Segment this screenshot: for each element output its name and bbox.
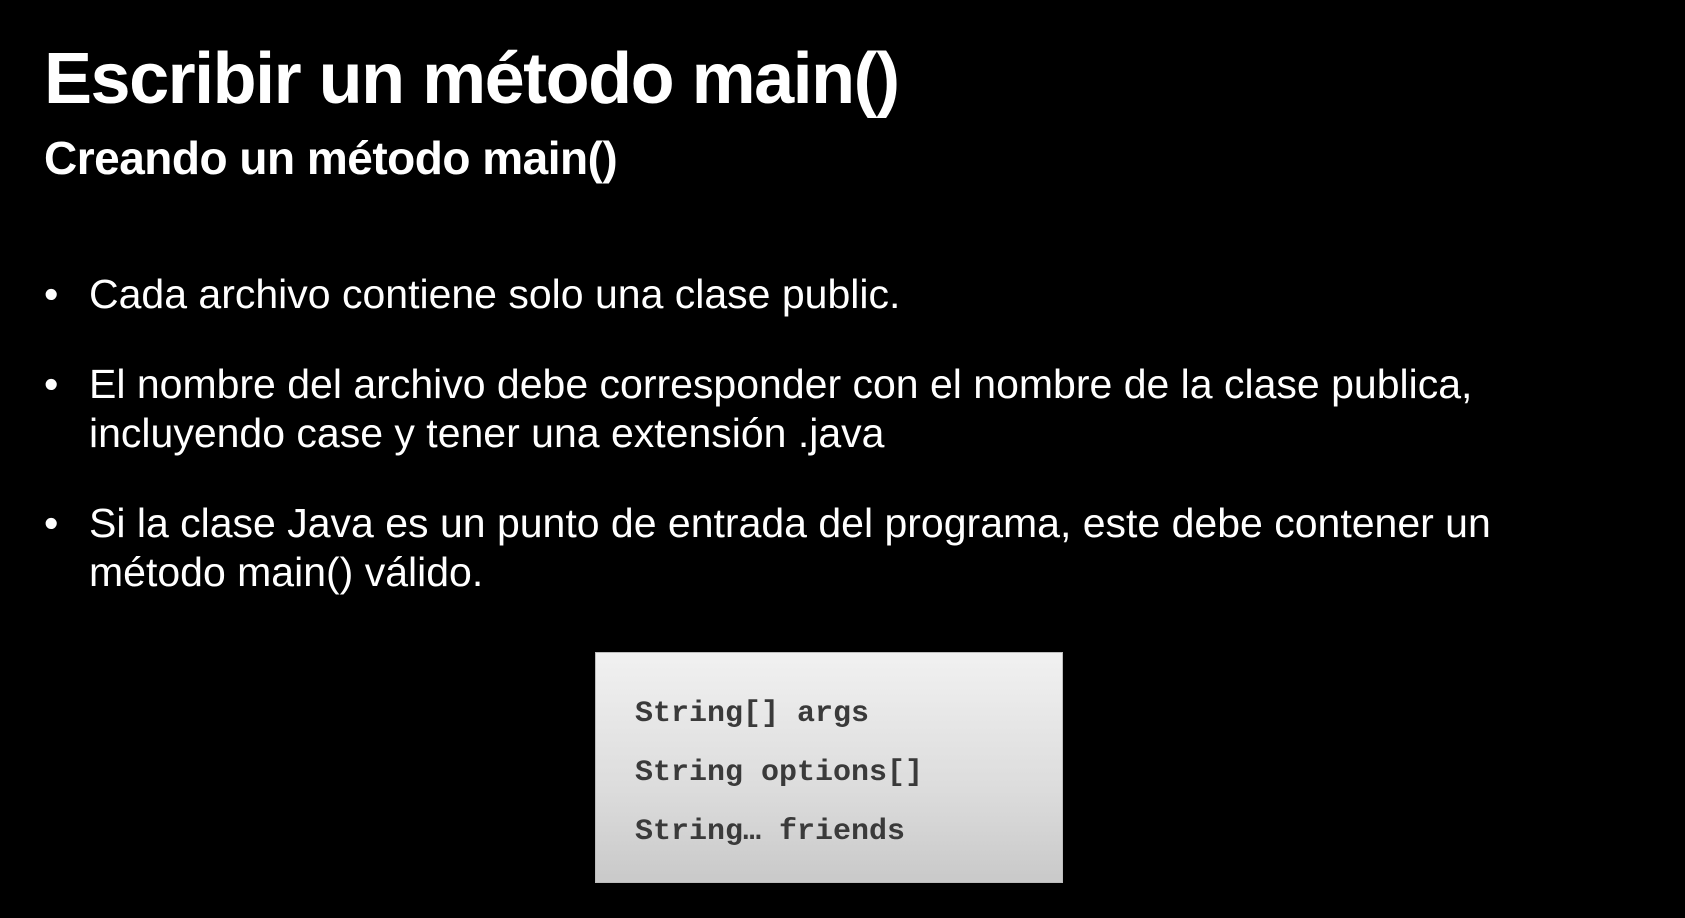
slide-subtitle: Creando un método main() — [44, 132, 618, 184]
bullet-text: El nombre del archivo debe corresponder con el nombre de la clase publica, — [89, 361, 1473, 407]
bullet-icon: • — [44, 271, 59, 317]
bullet-text: método main() válido. — [89, 549, 484, 595]
bullet-item — [44, 499, 1644, 597]
code-line-friends: String… friends — [635, 815, 906, 849]
bullet-text: Si la clase Java es un punto de entrada del programa, este debe contener un — [89, 500, 1491, 546]
bullet-icon: • — [44, 361, 59, 407]
code-line-options: String options[] — [635, 756, 924, 790]
bullet-item — [44, 360, 1644, 458]
bullet-list — [44, 270, 1644, 638]
code-snippet-box — [595, 652, 1063, 883]
bullet-icon: • — [44, 500, 59, 546]
bullet-item — [44, 270, 1644, 319]
slide-title: Escribir un método main() — [44, 39, 899, 119]
bullet-text: Cada archivo contiene solo una clase public. — [89, 271, 901, 317]
code-line-args: String[] args — [635, 697, 870, 731]
bullet-text: incluyendo case y tener una extensión .java — [89, 410, 885, 456]
